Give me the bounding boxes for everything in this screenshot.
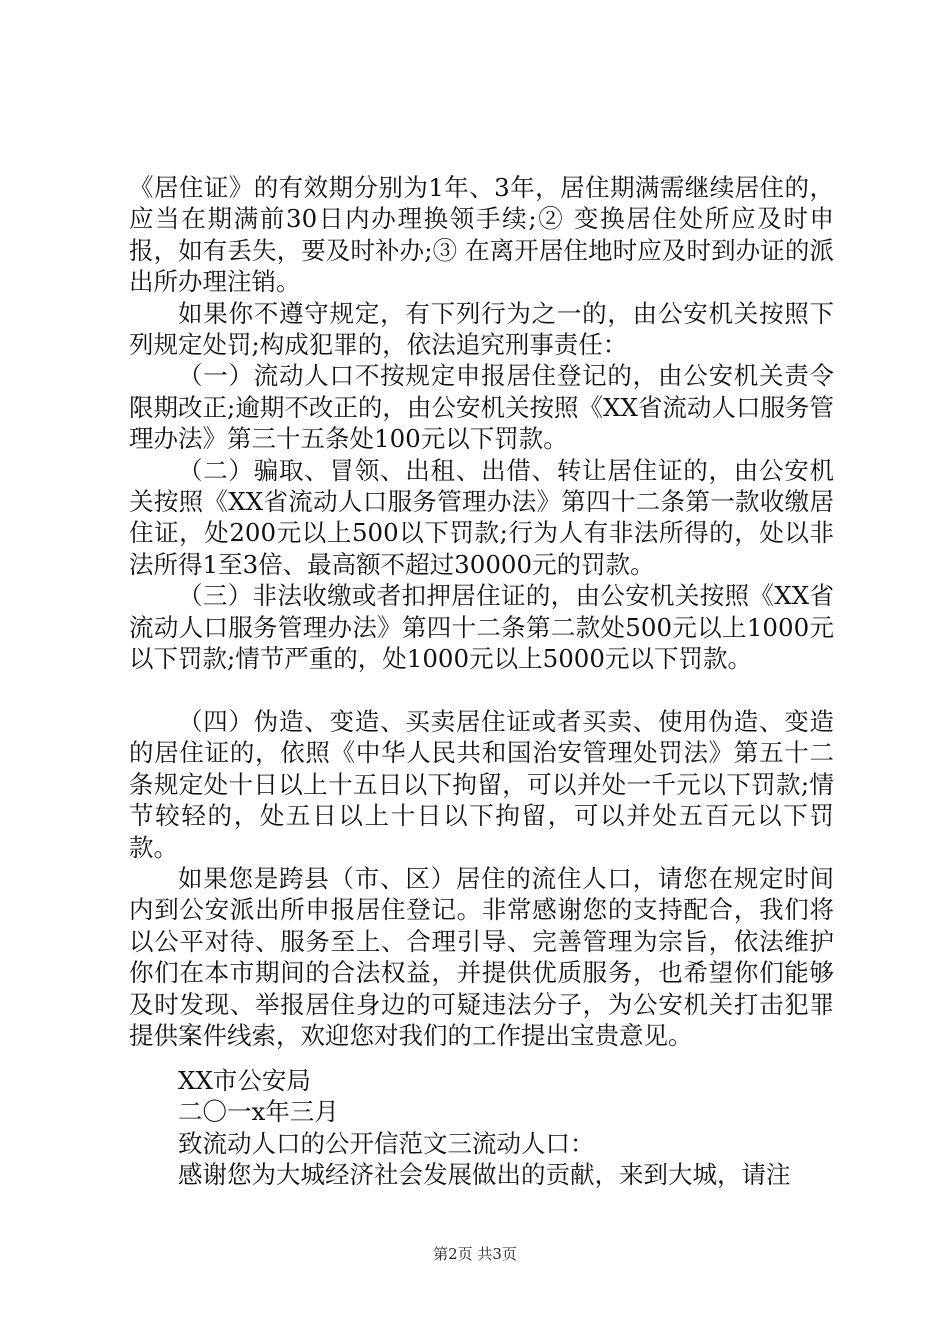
- page-number: 第2页 共3页: [433, 1245, 517, 1263]
- paragraph-residence-permit-validity: 《居住证》的有效期分别为1年、3年，居住期满需继续居住的，应当在期满前30日内办理换领手续;② 变换居住处所应及时申报，如有丢失，要及时补办;③ 在离开居住地时应及时到办证的派出所办理注销。: [129, 173, 834, 297]
- document-body: [129, 172, 834, 1051]
- page-footer: [0, 1244, 950, 1264]
- issue-date: 二〇一x年三月: [178, 1097, 339, 1127]
- next-letter-first-line: 感谢您为大城经济社会发展做出的贡献，来到大城，请注: [178, 1160, 791, 1190]
- paragraph-clause-2: （二）骗取、冒领、出租、出借、转让居住证的，由公安机关按照《XX省流动人口服务管理办法》第四十二条第一款收缴居住证，处200元以上500以下罚款;行为人有非法所得的，处以非法所得1至3倍、最高额不超过30000元的罚款。: [129, 455, 834, 579]
- next-letter-title: 致流动人口的公开信范文三流动人口：: [178, 1128, 595, 1158]
- signature-block: [178, 1065, 834, 1191]
- paragraph-closing-appeal: 如果您是跨县（市、区）居住的流住人口，请您在规定时间内到公安派出所申报居住登记。非常感谢您的支持配合，我们将以公平对待、服务至上、合理引导、完善管理为宗旨，依法维护你们在本市期间的合法权益，并提供优质服务，也希望你们能够及时发现、举报居住身边的可疑违法分子，为公安机关打击犯罪提供案件线索，欢迎您对我们的工作提出宝贵意见。: [129, 863, 834, 1050]
- paragraph-penalty-intro: 如果你不遵守规定，有下列行为之一的，由公安机关按照下列规定处罚;构成犯罪的，依法追究刑事责任：: [129, 298, 834, 360]
- paragraph-clause-1: （一）流动人口不按规定申报居住登记的，由公安机关责令限期改正;逾期不改正的，由公安机关按照《XX省流动人口服务管理办法》第三十五条处100元以下罚款。: [129, 361, 834, 454]
- issuer-name: XX市公安局: [178, 1066, 311, 1095]
- paragraph-clause-4: （四）伪造、变造、买卖居住证或者买卖、使用伪造、变造的居住证的，依照《中华人民共和国治安管理处罚法》第五十二条规定处十日以上十五日以下拘留，可以并处一千元以下罚款;情节较轻的，处五日以上十日以下拘留，可以并处五百元以下罚款。: [129, 706, 834, 862]
- paragraph-clause-3: （三）非法收缴或者扣押居住证的，由公安机关按照《XX省流动人口服务管理办法》第四十二条第二款处500元以上1000元以下罚款;情节严重的，处1000元以上5000元以下罚款。: [129, 581, 834, 674]
